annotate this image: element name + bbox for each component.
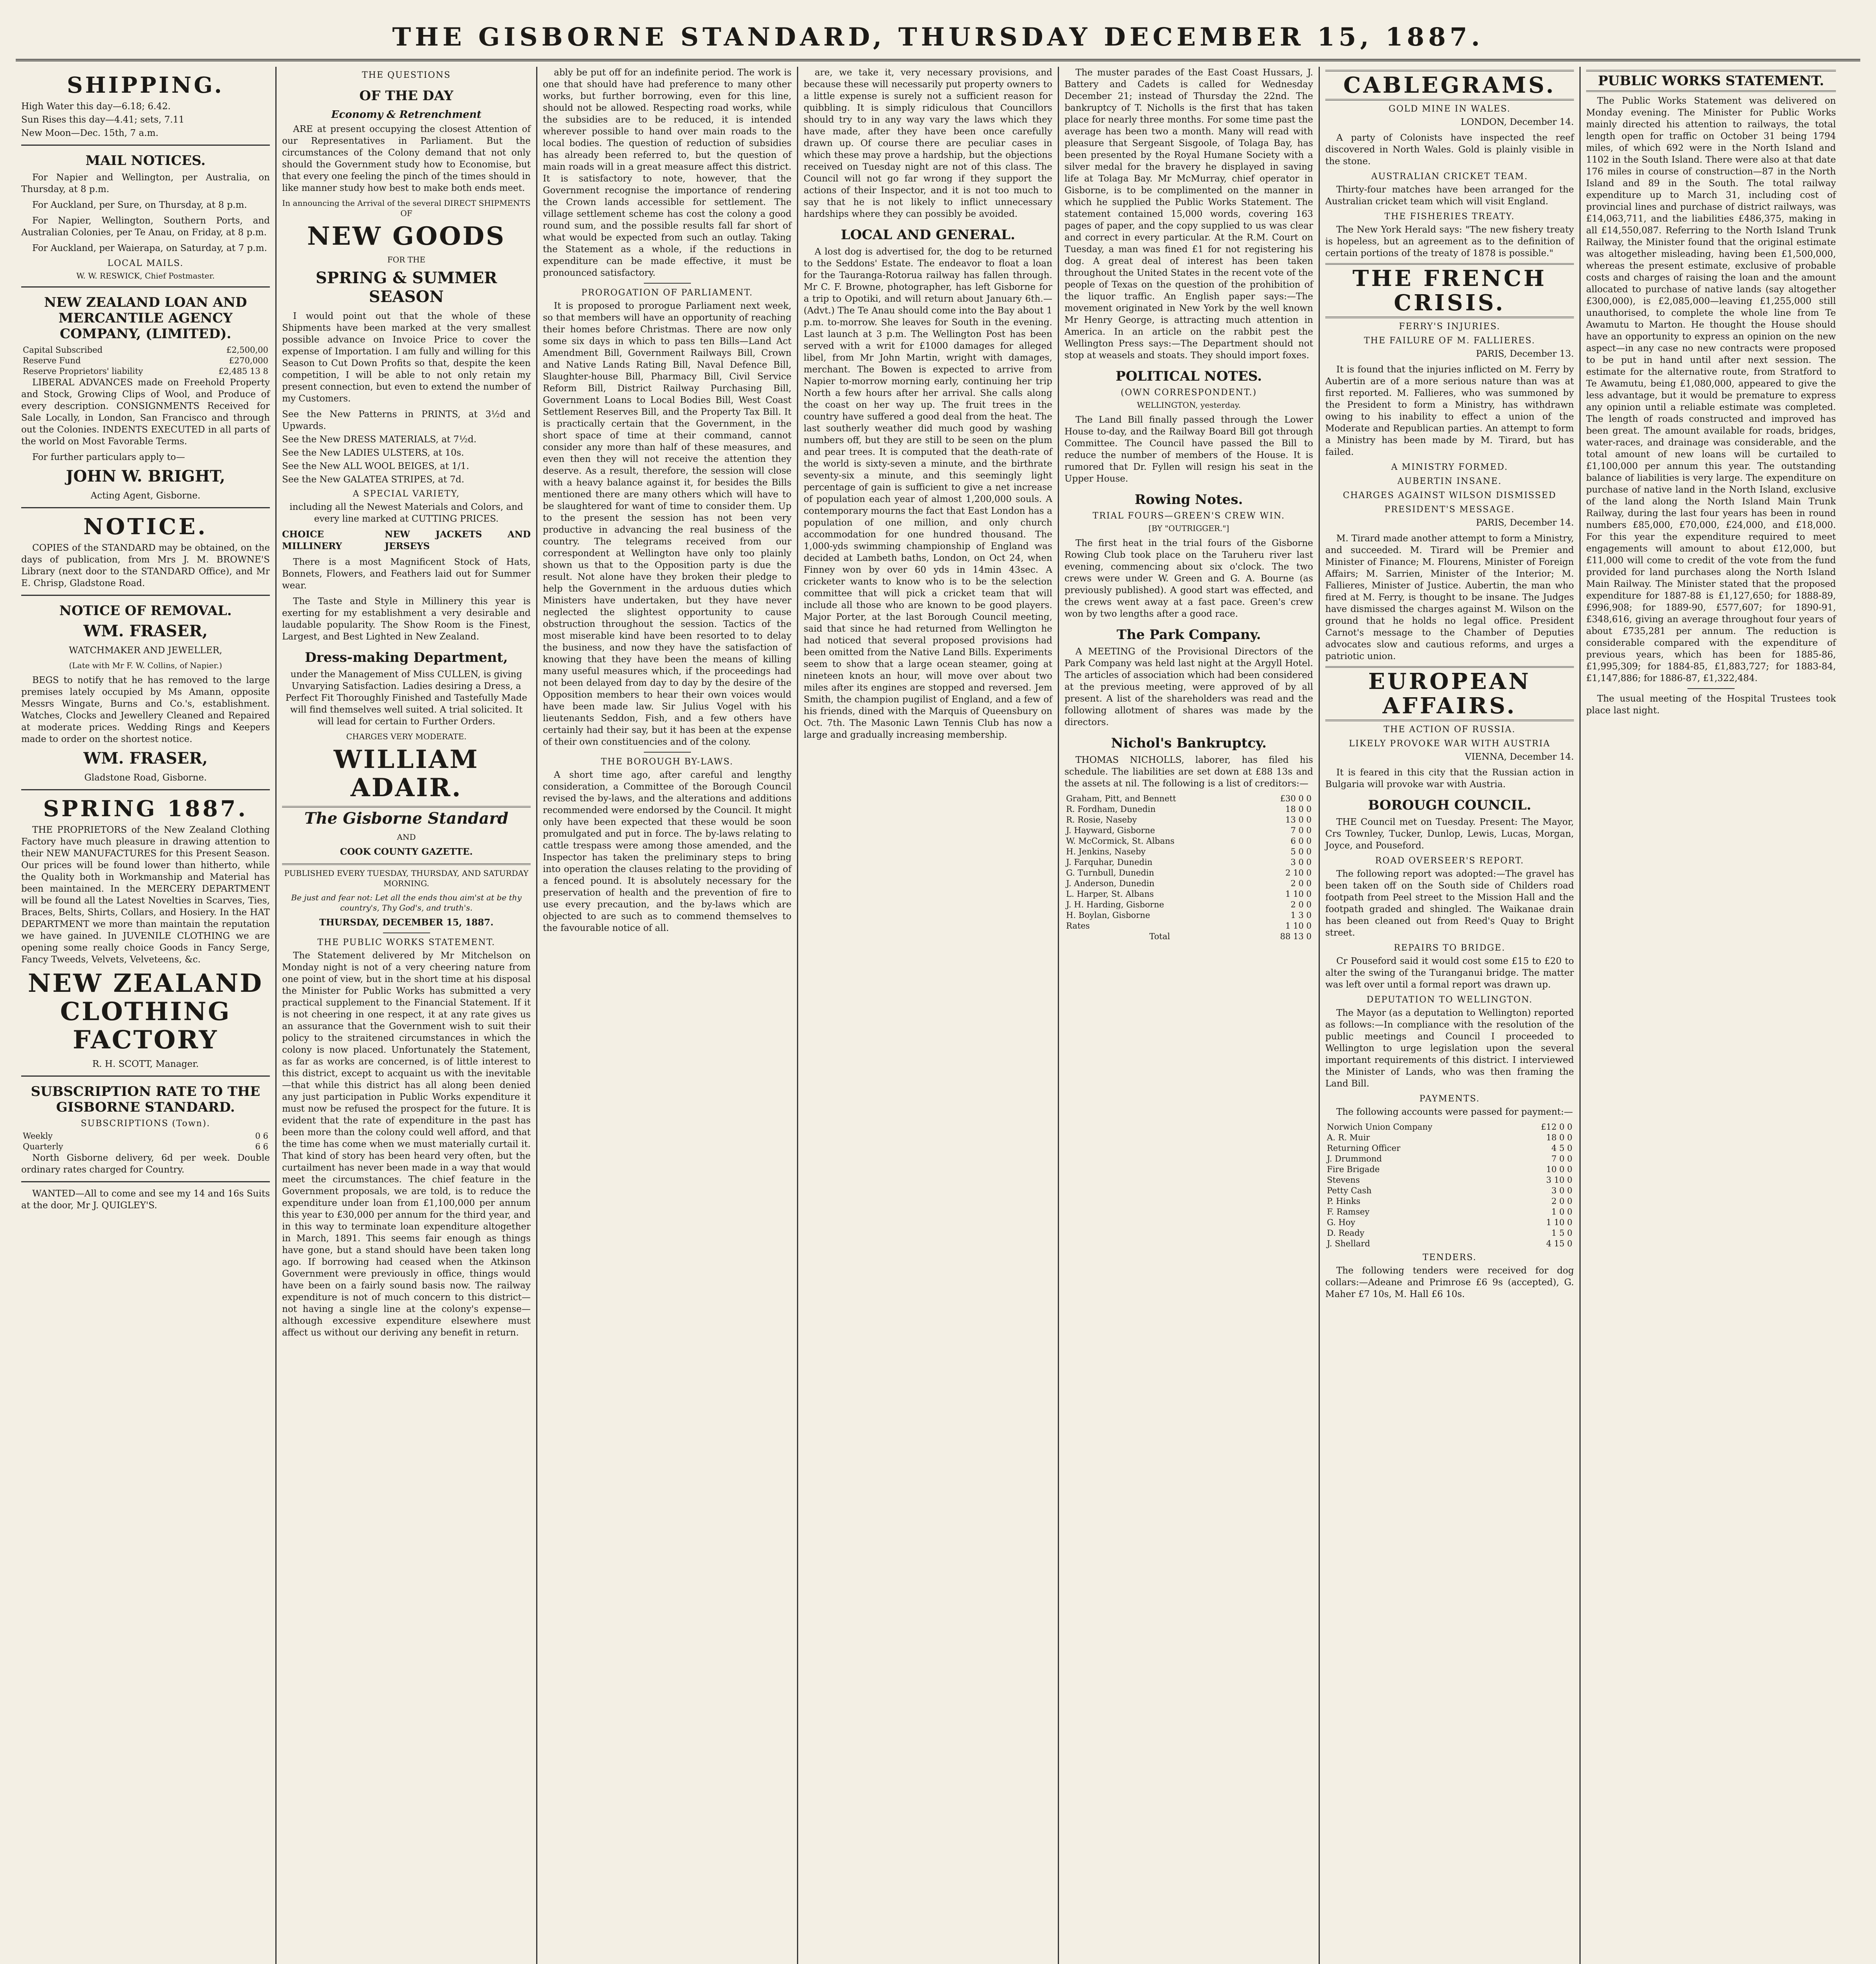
table-cell: J. Shellard <box>1327 1239 1370 1248</box>
rowing-sub: TRIAL FOURS—GREEN'S CREW WIN. <box>1092 511 1285 521</box>
pattern-item: See the New GALATEA STRIPES, at 7d. <box>282 475 464 485</box>
notice-body: COPIES of the STANDARD may be obtained, on the days of publication, from Mrs J. M. BROWNE'S Library (next door to the STANDARD Office), and Mr E. Chrisp, Gladstone Road. <box>21 543 270 588</box>
political-sub: (OWN CORRESPONDENT.) <box>1121 388 1257 398</box>
divider <box>1687 688 1735 689</box>
article-body: The muster parades of the East Coast Hussars, J. Battery and Cadets is called for Wednesday December 21; instead of Thursday the 22nd. The bankruptcy of T. Nicholls is the first that has taken place for nearly three months. For some time past the average has been two a month. Many will read with pleasure that Sergeant Sisgoole, of Tolaga Bay, has been presented by the Royal Humane Society with a silver medal for the bravery he displayed in saving life at Tolaga Bay. Mr McMurray, chief operator in Gisborne, is to be complimented on the manner in which he supplied the Public Works Statement. The statement contained 15,000 words, covering 163 pages of paper, and the copy supplied to us was clear and correct in every particular. At the R.M. Court on Tuesday, a man was fined £1 for not registering his dog. A great deal of interest has been taken throughout the United States in the recent vote of the people of Texas on the question of the prohibition of the liquor traffic. An English paper says:—The movement originated in New York by the well known Mr Henry George, is attracting much attention in America. In an article on the rabbit pest the Wellington Press says:—The Department should not stop at weasels and stoats. They should import foxes. <box>1064 68 1313 361</box>
table-cell: 1 10 0 <box>1285 921 1312 931</box>
fraser-trade: WATCHMAKER AND JEWELLER, <box>69 645 222 656</box>
table-cell: J. H. Harding, Gisborne <box>1066 900 1164 909</box>
table-cell: Norwich Union Company <box>1327 1122 1433 1132</box>
fisheries-heading: THE FISHERIES TREATY. <box>1384 212 1515 222</box>
table-cell: Returning Officer <box>1327 1143 1401 1153</box>
table-cell: 10 0 0 <box>1546 1165 1572 1174</box>
nz-clothing-factory: NEW ZEALAND CLOTHING FACTORY <box>27 969 264 1055</box>
published-line: PUBLISHED EVERY TUESDAY, THURSDAY, AND SATURDAY MORNING. <box>284 868 529 888</box>
column-1 <box>16 67 277 1964</box>
fisheries-body: The New York Herald says: "The new fishery treaty is hopeless, but an agreement as to the definition of certain portions of the treaty of 1878 is possible." <box>1325 225 1574 258</box>
mail-item: For Napier, Wellington, Southern Ports, and Australian Colonies, per Te Anau, on Friday, at 8 p.m. <box>21 216 270 238</box>
rowing-byline: [BY "OUTRIGGER."] <box>1148 524 1229 533</box>
table-cell: Petty Cash <box>1327 1186 1372 1195</box>
table-cell: L. Harper, St. Albans <box>1066 889 1154 899</box>
table-cell: D. Ready <box>1327 1228 1365 1238</box>
european-affairs-heading: EUROPEAN AFFAIRS. <box>1325 666 1574 721</box>
tenders-body: The following tenders were received for dog collars:—Adeane and Primrose £6 9s (accepted), G. Maher £7 10s, M. Hall £6 10s. <box>1325 1266 1574 1299</box>
tide-line: High Water this day—6.18; 6.42. <box>21 101 171 112</box>
mail-item: For Auckland, per Waierapa, on Saturday, at 7 p.m. <box>32 243 267 253</box>
pattern-item: See the New ALL WOOL BEIGES, at 1/1. <box>282 461 469 471</box>
table-row <box>1325 1217 1574 1228</box>
table-row <box>1064 846 1313 857</box>
subscription-heading: SUBSCRIPTION RATE TO THE GISBORNE STANDARD. <box>31 1084 260 1115</box>
table-cell: 3 0 0 <box>1290 857 1312 867</box>
local-general-heading: LOCAL AND GENERAL. <box>841 227 1015 243</box>
failure-date: PARIS, December 13. <box>1476 349 1574 359</box>
tide-line: Sun Rises this day—4.41; sets, 7.11 <box>21 115 185 125</box>
table-cell: 3 10 0 <box>1546 1175 1572 1185</box>
divider <box>21 145 270 146</box>
russia-body: It is feared in this city that the Russian action in Bulgaria will provoke war with Austria. <box>1325 768 1574 790</box>
ferry-heading: FERRY'S INJURIES. <box>1399 322 1500 332</box>
charges-heading: CHARGES AGAINST WILSON DISMISSED <box>1343 491 1557 500</box>
announce-line: In announcing the Arrival of the several DIRECT SHIPMENTS OF <box>282 198 531 218</box>
bylaws-body: A short time ago, after careful and lengthy consideration, a Committee of the Borough Council revised the by-laws, and the alterations and additions recommended were endorsed by the Council. It might only have been expected that these would be soon promulgated and put in force. The by-laws relating to cattle trespass were among those amended, and the Inspector has taken the preliminary steps to bring into operation the clauses relating to the providing of a fenced pound. It is absolutely necessary for the preservation of health and the prevention of fire to use every precaution, and the by-laws which are objected to are such as to commend themselves to the favourable notice of all. <box>543 770 791 933</box>
masthead <box>16 16 1860 61</box>
table-cell: F. Ramsey <box>1327 1207 1370 1217</box>
table-cell: 88 13 0 <box>1280 932 1312 941</box>
questions-body: ARE at present occupying the closest Attention of our Representatives in Parliament. But the circumstances of the Colony demand that not only should the Government study how to Economise, but that every one feeling the pinch of the times should in like manner study how best to make both ends meet. <box>282 124 531 193</box>
table-cell: 1 10 0 <box>1285 889 1312 899</box>
table-cell: J. Drummond <box>1327 1154 1382 1163</box>
table-cell: £2,485 13 8 <box>218 366 268 376</box>
table-cell: 1 10 0 <box>1546 1218 1572 1227</box>
russia-sub: LIKELY PROVOKE WAR WITH AUSTRIA <box>1349 739 1550 749</box>
nichol-body: THOMAS NICHOLLS, laborer, has filed his schedule. The liabilities are set down at £88 13s and the assets at nil. The following is a list of creditors:— <box>1064 755 1313 789</box>
tenders-heading: TENDERS. <box>1422 1253 1477 1262</box>
political-date: WELLINGTON, yesterday. <box>1137 400 1241 410</box>
table-row <box>21 366 270 377</box>
fraser-body: BEGS to notify that he has removed to the large premises lately occupied by Ms Amann, opposite Messrs Wingate, Burns and Co.'s, establishment. Watches, Clocks and Jewellery Cleaned and Repaired at moderate prices. Wedding Rings and Keepers made to order on the shortest notice. <box>21 675 270 744</box>
pattern-item: See the New Patterns in PRINTS, at 3½d and Upwards. <box>282 409 531 431</box>
overseer-heading: ROAD OVERSEER'S REPORT. <box>1375 856 1524 866</box>
table-cell: 3 0 0 <box>1551 1186 1572 1195</box>
table-cell: 13 0 0 <box>1285 815 1312 824</box>
wanted-ad: WANTED—All to come and see my 14 and 16s Suits at the door, Mr J. QUIGLEY'S. <box>21 1189 270 1211</box>
table-cell: 6 6 <box>255 1142 268 1151</box>
divider <box>21 507 270 508</box>
table-cell: 4 5 0 <box>1551 1143 1572 1153</box>
table-cell: J. Anderson, Dunedin <box>1066 879 1155 888</box>
failure-body: It is found that the injuries inflicted on M. Ferry by Aubertin are of a more serious nature than was at first reported. M. Fallieres, who was summoned by the President to form a Ministry, has withdrawn owing to his inability to effect a union of the Moderate and Republican parties. An attempt to form a Ministry has been made by M. Tirard, but has failed. <box>1325 365 1574 457</box>
article-body: ably be put off for an indefinite period. The work is one that should have had preference to many other works, but further borrowing, even for this line, should not be allowed. Respecting road works, while the subsidies are to be reduced, it is intended wherever possible to hand over main roads to the local bodies. The question of reduction of subsidies has already been referred to, but the question of main roads will in a great measure affect this district. It is satisfactory to note, however, that the Government recognise the importance of rendering the Crown lands accessible for settlement. The village settlement scheme has cost the colony a good round sum, and the possible results fall far short of what would be expected from such an outlay. Taking the Statement as a whole, if the reductions in expenditure can be made effective, it must be pronounced satisfactory. <box>543 68 791 278</box>
standard-title: The Gisborne Standard <box>304 809 509 828</box>
borough-council-heading: BOROUGH COUNCIL. <box>1368 797 1532 813</box>
table-cell: Quarterly <box>23 1142 63 1151</box>
spring-heading: SPRING 1887. <box>43 796 248 822</box>
page-columns <box>16 67 1860 1964</box>
divider <box>21 595 270 596</box>
local-general-body: A lost dog is advertised for, the dog to be returned to the Seddons' Estate. The endeavor to float a loan for the Tauranga-Rotorua railway has fallen through. Mr C. F. Browne, photographer, has left Gisborne for a trip to Opotiki, and will return about January 6th.—(Advt.) The Te Anau should come into the Bay about 1 p.m. to-morrow. She leaves for South in the evening. Last launch at 3 p.m. The Wellington Post has been served with a writ for £1000 damages for alleged libel, from Mr John Martin, wright with damages, merchant. The Bowen is expected to arrive from Napier to-morrow morning early, continuing her trip North a few hours after her arrival. She calls along the coast on her way up. The fruit trees in the country have suffered a good deal from the heat. The last southerly weather did much good by washing numbers off, but they are still to be seen on the plum and pear trees. It is computed that the death-rate of the world is sixty-seven a minute, and the birthrate seventy-six a minute, and this seemingly light percentage of gain is sufficient to give a net increase of population each year of almost 1,200,000 souls. A contemporary mourns the fact that East London has a population of one million, and only church accommodation for one hundred thousand. The 1,000-yds swimming championship of England was decided at Lambeth baths, London, on Oct 24, when Finney won by over 60 yds in 14min 43sec. A cricketer wants to know who is to be the selection committee that will pick a cricket team that will include all those who are known to be good players. Major Porter, at the last Borough Council meeting, said that since he had returned from Wellington he had noticed that several proposed provisions had been omitted from the Native Land Bills. Experiments seem to show that a large ocean steamer, going at nineteen knots an hour, will move over about two miles after its engines are stopped and reversed. Jem Smith, the champion pugilist of England, and a few of his friends, dined with the Marquis of Queensbury on Oct. 7th. The Masonic Lawn Tennis Club has now a large and gradually increasing membership. <box>804 247 1052 740</box>
adair-signature: WILLIAM ADAIR. <box>333 745 479 802</box>
mail-notices-heading: MAIL NOTICES. <box>85 153 206 169</box>
divider <box>21 1181 270 1182</box>
political-body: The Land Bill finally passed through the Lower House to-day, and the Railway Board Bill got through Committee. The Council have passed the Bill to reduce the number of members of the House. It is rumored that Dr. Fyllen will resign his seat in the Upper House. <box>1064 415 1313 484</box>
nz-loan-footer: For further particulars apply to— <box>32 452 185 462</box>
table-cell: Rates <box>1066 921 1090 931</box>
gold-heading: GOLD MINE IN WALES. <box>1389 104 1511 114</box>
table-row <box>21 355 270 366</box>
table-cell: W. McCormick, St. Albans <box>1066 836 1175 846</box>
table-cell: £270,000 <box>229 356 268 365</box>
millinery-left: CHOICE MILLINERY <box>282 529 342 551</box>
table-cell: P. Hinks <box>1327 1196 1361 1206</box>
fraser-address: Gladstone Road, Gisborne. <box>84 773 207 783</box>
mail-item: For Napier and Wellington, per Australia, on Thursday, at 8 p.m. <box>21 172 270 194</box>
masthead-title: THE GISBORNE STANDARD, THURSDAY DECEMBER 15, 1887. <box>392 22 1484 52</box>
table-row <box>1325 1154 1574 1164</box>
pws-body: The Statement delivered by Mr Mitchelson on Monday night is not of a very cheering nature from one point of view, but in the short time at his disposal the Minister for Public Works has submitted a very practical supplement to the Financial Statement. If it is not cheering in one respect, it at any rate gives us an assurance that the Government wish to suit their policy to the straitened circumstances in which the colony is now placed. Unfortunately the Statement, as far as works are concerned, is of little interest to this district, except to acquaint us with the inevitable—that while this district has all along been denied any just participation in Public Works expenditure it must now be refused the prospect for the future. It is evident that the rate of expenditure in the past has been more than the colony could well afford, and that the time has come when we must materially curtail it. That kind of story has been heard very often, but the curtailment has never been made in a way that would meet the circumstances. The chief feature in the Government proposals, we are told, is to reduce the expenditure under loan from £1,100,000 per annum this year to £30,000 per annum for the third year, and in this way to terminate loan expenditure altogether in March, 1891. This seems fair enough as things have gone, but a stand should have been taken long ago. If borrowing had ceased when the Atkinson Government were previously in office, things would have been on a fairly sound basis now. The railway expenditure is not of much concern to this district—not having a single line at the colony's expense—although excessive expenditure elsewhere must affect us without our deriving any benefit in return. <box>282 951 531 1338</box>
table-cell: R. Rosie, Naseby <box>1066 815 1137 824</box>
table-cell: 0 6 <box>255 1131 268 1141</box>
gold-date: LONDON, December 14. <box>1460 117 1574 127</box>
table-cell: 2 0 0 <box>1290 879 1312 888</box>
nz-clothing-manager: R. H. SCOTT, Manager. <box>92 1059 199 1069</box>
table-row <box>1325 1132 1574 1143</box>
prorogation-heading: PROROGATION OF PARLIAMENT. <box>581 288 753 298</box>
agent-title: Acting Agent, Gisborne. <box>90 491 201 501</box>
agent-name: JOHN W. BRIGHT, <box>66 467 225 486</box>
standard-sub: COOK COUNTY GAZETTE. <box>340 846 473 857</box>
table-cell: Reserve Fund <box>23 356 81 365</box>
subscription-sub: SUBSCRIPTIONS (Town). <box>81 1119 211 1129</box>
table-row <box>1325 1185 1574 1196</box>
pws-main-heading: PUBLIC WORKS STATEMENT. <box>1586 70 1836 92</box>
payments-table <box>1325 1122 1574 1249</box>
deputation-body: The Mayor (as a deputation to Wellington) reported as follows:—In compliance with the resolution of the public meetings and Council I proceeded to Wellington to urge legislation upon the several important requirements of this district. I interviewed the Minister of Lands, who was then framing the Land Bill. <box>1325 1008 1574 1089</box>
table-row <box>1325 1238 1574 1249</box>
fraser-name: WM. FRASER, <box>83 622 208 640</box>
table-row <box>1064 868 1313 878</box>
questions-line-2: OF THE DAY <box>359 88 454 104</box>
table-cell: Stevens <box>1327 1175 1360 1185</box>
charges-line: CHARGES VERY MODERATE. <box>346 732 467 741</box>
table-cell: Total <box>1149 932 1170 941</box>
aubertin-heading: AUBERTIN INSANE. <box>1397 476 1502 486</box>
bridge-body: Cr Pouseford said it would cost some £15 to £20 to alter the swing of the Turanganui bridge. The matter was left over until a formal report was drawn up. <box>1325 956 1574 990</box>
table-row <box>1064 889 1313 900</box>
table-cell: 4 15 0 <box>1546 1239 1572 1248</box>
table-cell: A. R. Muir <box>1327 1133 1370 1142</box>
payments-heading: PAYMENTS. <box>1419 1094 1480 1104</box>
table-cell: H. Jenkins, Naseby <box>1066 847 1146 856</box>
political-heading: POLITICAL NOTES. <box>1116 368 1262 384</box>
table-row-total <box>1064 931 1313 942</box>
table-row <box>1064 836 1313 846</box>
table-row <box>21 1141 270 1152</box>
subscription-table <box>21 1131 270 1152</box>
table-cell: Capital Subscribed <box>23 345 103 355</box>
announce-body: I would point out that the whole of these Shipments have been marked at the very smallest possible advance on Invoice Price to cover the expense of Importation. I am fully and willing for this Season to Cut Down Profits so that, despite the keen competition, I will be able to not only retain my present connection, but even to extend the number of my Customers. <box>282 311 531 404</box>
mail-item: For Auckland, per Sure, on Thursday, at 8 p.m. <box>32 200 247 210</box>
questions-line-1: THE QUESTIONS <box>362 70 451 80</box>
pws-heading: THE PUBLIC WORKS STATEMENT. <box>317 938 496 947</box>
table-cell: Reserve Proprietors' liability <box>23 366 143 376</box>
table-cell: 2 0 0 <box>1551 1196 1572 1206</box>
failure-heading: THE FAILURE OF M. FALLIERES. <box>1364 336 1535 346</box>
nz-loan-heading: NEW ZEALAND LOAN AND MERCANTILE AGENCY COMPANY, (LIMITED). <box>44 295 247 342</box>
prorogation-body: It is proposed to prorogue Parliament next week, so that members will have an opportunity of reaching their homes before Christmas. There are now only some six days in which to pass ten Bills—Land Act Amendment Bill, Government Railways Bill, Crown and Native Lands Rating Bill, Naval Defence Bill, Slaughter-house Bill, Pharmacy Bill, Civil Service Reform Bill, District Railway Purchasing Bill, Government Loans to Local Bodies Bill, West Coast Settlement Reserves Bill, and the Property Tax Bill. It is practically certain that the Government, in the short space of time at their command, cannot consider any more than half of these measures, and even then they will not receive the attention they deserve. As a result, therefore, the session will close with a heavy balance against it, for besides the Bills mentioned there are many others which will have to be slaughtered for want of time to consider them. Up to the present the session has not been very productive in advancing the real business of the country. The telegrams received from our correspondent at Wellington have only too plainly shown us that to the Opposition party is due the result. Not alone have they broken their pledge to help the Government in the arduous duties which Ministers have undertaken, but they have never neglected the slightest opportunity to cause obstruction throughout the session. Tactics of the most miserable kind have been resorted to to delay the business, and now they have the satisfaction of knowing that they have been the means of killing many useful measures which, if the proceedings had not been delayed from day to day by the desire of the Opposition members to hear their own voices would have been made law. Sir Julius Vogel with his lieutenants Seddon, Fish, and a few others have certainly had their say, but it has been at the expense of their own constituencies and of the colony. <box>543 301 791 747</box>
payments-intro: The following accounts were passed for payment:— <box>1336 1107 1573 1117</box>
park-heading: The Park Company. <box>1116 627 1261 643</box>
fraser-signature: WM. FRASER, <box>83 749 208 768</box>
table-row <box>1064 793 1313 804</box>
deputation-heading: DEPUTATION TO WELLINGTON. <box>1366 995 1533 1005</box>
table-row <box>1325 1122 1574 1132</box>
table-cell: 1 3 0 <box>1290 911 1312 920</box>
bylaws-heading: THE BOROUGH BY-LAWS. <box>601 757 734 767</box>
new-goods-heading: NEW GOODS <box>307 222 506 251</box>
cricket-body: Thirty-four matches have been arranged for the Australian cricket team which will visit England. <box>1325 185 1574 207</box>
table-cell: 2 0 0 <box>1290 900 1312 909</box>
spring-body: THE PROPRIETORS of the New Zealand Clothing Factory have much pleasure in drawing attention to their NEW MANUFACTURES for this Present Season. Our prices will be found lower than hitherto, while the Quality both in Workmanship and Material has been maintained. In the MERCERY DEPARTMENT will be found all the Latest Novelties in Scarves, Ties, Braces, Belts, Shirts, Collars, and Hosiery. In the HAT DEPARTMENT we more than maintain the reputation we have gained. In JUVENILE CLOTHING we are opening some really choice Goods in Fancy Serge, Fancy Tweeds, Velvets, Velveteens, &c. <box>21 825 270 965</box>
variety-body: including all the Newest Materials and Colors, and every line marked at CUTTING PRICES. <box>289 502 523 524</box>
millinery-body: There is a most Magnificent Stock of Hats, Bonnets, Flowers, and Feathers laid out for Summer wear. <box>282 557 531 591</box>
table-row <box>1064 921 1313 931</box>
cricket-heading: AUSTRALIAN CRICKET TEAM. <box>1371 172 1528 181</box>
pws-main-body: The Public Works Statement was delivered on Monday evening. The Minister for Public Works mainly directed his attention to railways, the total length open for traffic on October 31 being 1794 miles, of which 692 were in the North Island and 1102 in the South Island. There were also at that date 176 miles in course of construction—87 in the North Island and 89 in the South. The total railway expenditure up to March 31, including cost of provincial lines and purchase of district railways, was £14,063,711, and the liabilities £486,375, making in all £14,550,087. Referring to the North Island Trunk Railway, the Minister found that the original estimate was altogether misleading, having been £1,500,000, whereas the present estimate, exclusive of probable costs and charges of raising the loan and the amount allocated to purchase of native lands (say altogether £300,000), is £2,085,000—leaving £1,255,000 still unauthorised, to complete the whole line from Te Awamutu to Marton. He thought the House should have an opportunity to express an opinion on the new aspect—in any case no new contracts were proposed to be put in hand until after next session. The estimate for the alternative route, from Stratford to Te Awamutu, being £1,080,000, appeared to give the less advantage, but it would be premature to express any opinion until a reliable estimate was completed. The length of roads constructed and improved has been great. The amount available for roads, bridges, water-races, and drainage was considerable, and the total amount of new loans will be curtailed to £1,100,000 per annum this year. The outstanding balance of liabilities is very large. The expenditure on purchase of native land in the North Island, exclusive of the land along the North Island Main Trunk Railway, during the last four years has been in round numbers £85,000, £70,000, £24,000, and £18,000. For this year the expenditure required to meet engagements will amount to about £12,000, but £11,000 will come to credit of the vote from the fund provided for land purchases along the North Island Main Railway. The Minister stated that the proposed expenditure for 1887-88 is £1,127,650; for 1888-89, £996,908; for 1889-90, £577,607; for 1890-91, £348,616, giving an average throughout four years of about £735,281 per annum. The reduction is considerable compared with the expenditure of previous years, which has been for 1885-86, £1,995,309; for 1884-85, £1,883,727; for 1883-84, £1,147,886; for 1886-87, £1,322,484. <box>1586 96 1836 683</box>
nichol-heading: Nichol's Bankruptcy. <box>1111 735 1267 751</box>
divider <box>21 286 270 288</box>
divider <box>644 752 691 753</box>
column-2 <box>277 67 537 1964</box>
shipping-heading: SHIPPING. <box>67 72 224 98</box>
table-row <box>1064 804 1313 815</box>
season-heading: SPRING & SUMMER SEASON <box>315 269 497 306</box>
table-cell: G. Turnbull, Dunedin <box>1066 868 1154 878</box>
rowing-heading: Rowing Notes. <box>1134 492 1243 507</box>
table-row <box>1325 1228 1574 1238</box>
nz-loan-body: LIBERAL ADVANCES made on Freehold Property and Stock, Growing Clips of Wool, and Produce of every description. CONSIGNMENTS Received for Sale Locally, in London, San Francisco and through out the Colonies. INDENTS EXECUTED in all parts of the world on Most Favorable Terms. <box>21 377 270 447</box>
message-body: M. Tirard made another attempt to form a Ministry, and succeeded. M. Tirard will be Premier and Minister of Finance; M. Flourens, Minister of Foreign Affairs; M. Sarrien, Minister of the Interior; M. Fallieres, Minister of Justice. Aubertin, the man who fired at M. Ferry, is thought to be insane. The Judges have dismissed the charges against M. Wilson on the ground that he holds no legal office. President Carnot's message to the Chamber of Deputies advocates slow and cautious reforms, and urges a patriotic union. <box>1325 533 1574 661</box>
column-7 <box>1581 67 1841 1964</box>
table-row <box>1325 1207 1574 1217</box>
table-cell: Graham, Pitt, and Bennett <box>1066 794 1176 803</box>
pattern-item: See the New DRESS MATERIALS, at 7½d. <box>282 434 477 445</box>
table-cell: 6 0 0 <box>1290 836 1312 846</box>
table-cell: 18 0 0 <box>1546 1133 1572 1142</box>
table-cell: 1 0 0 <box>1551 1207 1572 1217</box>
table-cell: 5 0 0 <box>1290 847 1312 856</box>
bridge-heading: REPAIRS TO BRIDGE. <box>1394 943 1506 953</box>
showroom-body: The Taste and Style in Millinery this year is exerting for my establishment a very desirable and laudable popularity. The Show Room is the Finest, Largest, and Best Lighted in New Zealand. <box>282 596 531 642</box>
table-cell: G. Hoy <box>1327 1218 1356 1227</box>
table-cell: Fire Brigade <box>1327 1165 1380 1174</box>
table-cell: Weekly <box>23 1131 53 1141</box>
subscription-note: North Gisborne delivery, 6d per week. Double ordinary rates charged for Country. <box>21 1153 270 1175</box>
table-cell: J. Hayward, Gisborne <box>1066 826 1155 835</box>
table-row <box>1064 900 1313 910</box>
ministry-heading: A MINISTRY FORMED. <box>1391 462 1508 472</box>
table-cell: 7 0 0 <box>1290 826 1312 835</box>
pattern-item: See the New LADIES ULSTERS, at 10s. <box>282 448 464 458</box>
table-cell: 1 5 0 <box>1551 1228 1572 1238</box>
millinery-row <box>282 529 531 552</box>
questions-line-3: Economy & Retrenchment <box>331 109 482 121</box>
table-row <box>1064 878 1313 889</box>
gold-body: A party of Colonists have inspected the reef discovered in North Wales. Gold is plainly visible in the stone. <box>1325 133 1574 167</box>
table-row <box>21 345 270 355</box>
fraser-sub: (Late with Mr F. W. Collins, of Napier.) <box>69 661 222 670</box>
standard-title-box <box>282 806 531 865</box>
divider <box>21 1075 270 1077</box>
column-4 <box>798 67 1059 1964</box>
column-5 <box>1059 67 1320 1964</box>
table-row <box>1325 1143 1574 1154</box>
millinery-right: NEW JACKETS AND JERSEYS <box>385 529 531 551</box>
table-row <box>1064 857 1313 868</box>
standard-and: AND <box>397 832 416 842</box>
for-the-line: FOR THE <box>387 255 426 264</box>
table-row <box>1064 825 1313 836</box>
article-body: are, we take it, very necessary provisions, and because these will necessarily put property owners to a little expense is surely not a sufficient reason for quibbling. It is simply ridiculous that Councillors should try to in any way vary the laws which they have made, after they have been once carefully drawn up. Of course there are peculiar cases in which these may prove a hardship, but the objections received on Tuesday night are not of this class. The Council will not go far wrong if they support the actions of their Inspector, and it is not too much to say that he is not likely to inflict unnecessary hardships where they can possibly be avoided. <box>804 68 1052 219</box>
removal-heading: NOTICE OF REMOVAL. <box>59 603 232 619</box>
notice-heading: NOTICE. <box>83 514 208 540</box>
table-row <box>1325 1164 1574 1175</box>
french-crisis-heading: THE FRENCH CRISIS. <box>1325 263 1574 318</box>
table-cell: £12 0 0 <box>1541 1122 1572 1132</box>
table-cell: 18 0 0 <box>1285 804 1312 814</box>
russia-date: VIENNA, December 14. <box>1465 752 1574 762</box>
overseer-body: The following report was adopted:—The gravel has been taken off on the South side of Childers road footpath from Peel street to the Mission Hall and the footpath graded and shingled. The Waikanae drain has been cleaned out from Reed's Quay to Bright street. <box>1325 869 1574 938</box>
message-date: PARIS, December 14. <box>1476 518 1574 528</box>
tide-line: New Moon—Dec. 15th, 7 a.m. <box>21 128 159 138</box>
table-row <box>21 1131 270 1141</box>
column-6 <box>1320 67 1581 1964</box>
postmaster-signature: W. W. RESWICK, Chief Postmaster. <box>76 271 215 280</box>
russia-heading: THE ACTION OF RUSSIA. <box>1383 725 1516 735</box>
table-row <box>1325 1196 1574 1207</box>
column-3 <box>537 67 798 1964</box>
dateline: THURSDAY, DECEMBER 15, 1887. <box>319 917 494 928</box>
creditors-table <box>1064 793 1313 942</box>
motto: Be just and fear not: Let all the ends thou aim'st at be thy country's, Thy God's, and truth's. <box>291 893 522 912</box>
divider <box>21 789 270 790</box>
table-cell: H. Boylan, Gisborne <box>1066 911 1151 920</box>
rowing-body: The first heat in the trial fours of the Gisborne Rowing Club took place on the Taruheru river last evening, commencing about six o'clock. The two crews were under W. Green and G. A. Bourne (as previously published). A good start was effected, and the crews went away at a fast pace. Green's crew won by two lengths after a good race. <box>1064 538 1313 619</box>
borough-body: THE Council met on Tuesday. Present: The Mayor, Crs Townley, Tucker, Dunlop, Lewis, Lucas, Morgan, Joyce, and Pouseford. <box>1325 817 1574 851</box>
table-cell: 2 10 0 <box>1285 868 1312 878</box>
local-mails-heading: LOCAL MAILS. <box>107 258 184 268</box>
cablegrams-heading: CABLEGRAMS. <box>1325 70 1574 101</box>
park-body: A MEETING of the Provisional Directors of the Park Company was held last night at the Argyll Hotel. The articles of association which had been considered at the previous meeting, were approved of by all present. A list of the shareholders was read and the following allotment of shares was made by the directors. <box>1064 647 1313 727</box>
variety-heading: A SPECIAL VARIETY, <box>353 489 460 499</box>
divider <box>644 283 691 284</box>
dressmaking-heading: Dress-making Department, <box>305 650 508 665</box>
table-cell: J. Farquhar, Dunedin <box>1066 857 1152 867</box>
closing-note: The usual meeting of the Hospital Trustees took place last night. <box>1586 694 1836 716</box>
table-cell: R. Fordham, Dunedin <box>1066 804 1156 814</box>
message-heading: PRESIDENT'S MESSAGE. <box>1384 505 1515 515</box>
table-cell: 7 0 0 <box>1551 1154 1572 1163</box>
table-row <box>1064 910 1313 921</box>
nz-loan-table <box>21 345 270 377</box>
table-row <box>1064 815 1313 825</box>
table-cell: £30 0 0 <box>1280 794 1312 803</box>
dressmaking-body: under the Management of Miss CULLEN, is giving Unvarying Satisfaction. Ladies desiring a Dress, a Perfect Fit Thoroughly Finished and Tastefully Made will find themselves well suited. A trial solicited. It will lead for certain to Further Orders. <box>285 669 528 727</box>
table-cell: £2,500,00 <box>226 345 268 355</box>
table-row <box>1325 1175 1574 1185</box>
